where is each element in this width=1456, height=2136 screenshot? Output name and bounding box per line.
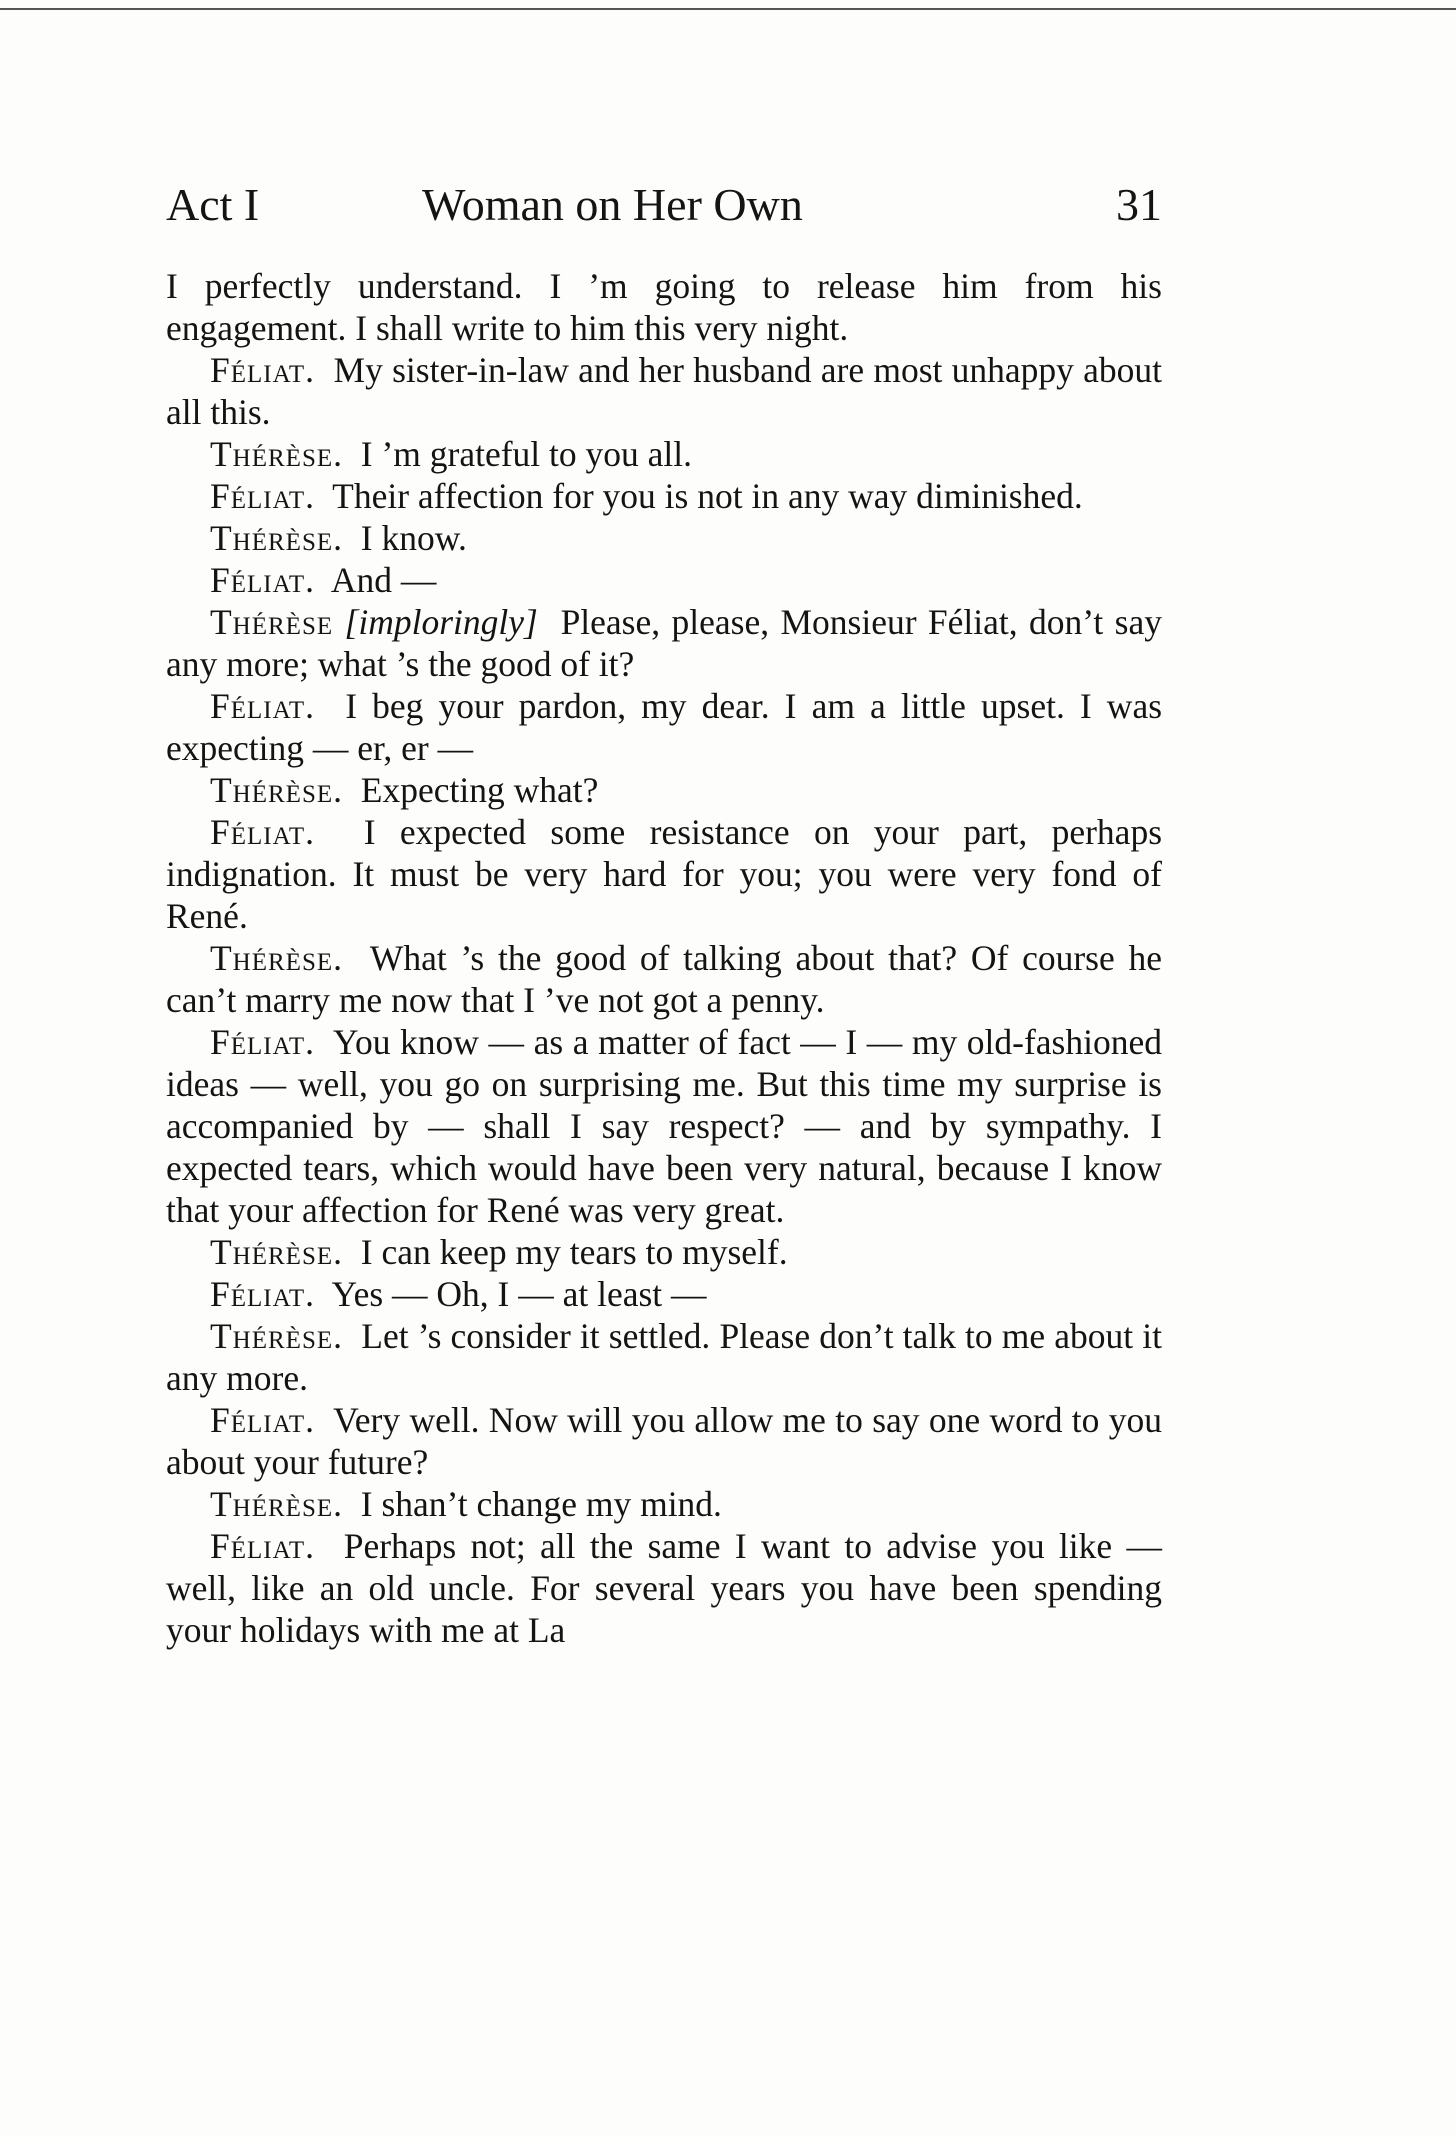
speaker-name: Féliat. [210,476,316,516]
page-number: 31 [1116,179,1162,230]
dialogue-paragraph [166,1399,1162,1483]
dialogue-paragraph [166,559,1162,601]
speech-text: I shan’t change my mind. [360,1484,722,1524]
speech-text: I know. [360,518,467,558]
dialogue-paragraph [166,811,1162,937]
dialogue-paragraph [166,517,1162,559]
speech-text: I beg your pardon, my dear. I am a little upset. I was expecting — er, er — [166,686,1163,768]
speech-text: I ’m grateful to you all. [360,434,693,474]
dialogue-paragraph [166,1525,1162,1651]
speaker-name: Thérèse [210,602,334,642]
speaker-name: Féliat. [210,812,316,852]
dialogue-paragraph [166,475,1162,517]
dialogue-paragraph [166,1273,1162,1315]
speaker-name: Thérèse. [210,518,344,558]
speech-text: I can keep my tears to myself. [360,1232,788,1272]
speaker-name: Féliat. [210,350,316,390]
speaker-name: Thérèse. [210,1316,344,1356]
speaker-name: Féliat. [210,1274,316,1314]
top-edge-rule [0,8,1456,10]
speech-text: Perhaps not; all the same I want to advise you like — well, like an old uncle. For several years you have been spending your holidays with me at La [166,1526,1163,1650]
dialogue-paragraph [166,1483,1162,1525]
speech-text: Let ’s consider it settled. Please don’t talk to me about it any more. [166,1316,1163,1398]
book-title: Woman on Her Own [422,179,803,230]
speech-text: I perfectly understand. I ’m going to release him from his engagement. I shall write to him this very night. [166,266,1162,348]
speech-text: And — [330,560,437,600]
dialogue-paragraph [166,685,1162,769]
speech-text: What ’s the good of talking about that? Of course he can’t marry me now that I ’ve not got a penny. [166,938,1162,1020]
speaker-name: Thérèse. [210,938,344,978]
speech-text: Their affection for you is not in any way diminished. [332,476,1083,516]
speech-text: Yes — Oh, I — at least — [331,1274,707,1314]
speech-text: You know — as a matter of fact — I — my old-fashioned ideas — well, you go on surprising me. But this time my surprise is accompanied by — shall I say respect? — and by sympathy. I expected tears, which would have been very natural, because I know that your affection for René was very great. [166,1022,1162,1230]
speaker-name: Thérèse. [210,1484,344,1524]
dialogue-paragraph [166,1231,1162,1273]
speech-text: Expecting what? [360,770,599,810]
speaker-name: Thérèse. [210,770,344,810]
dialogue-paragraph [166,1021,1162,1231]
dialogue-paragraph [166,1315,1162,1399]
speech-text: Very well. Now will you allow me to say one word to you about your future? [166,1400,1162,1482]
speech-text: My sister-in-law and her husband are most unhappy about all this. [166,350,1162,432]
running-header [166,178,1162,238]
dialogue-paragraph [166,769,1162,811]
speaker-name: Thérèse. [210,434,344,474]
dialogue-paragraph [166,265,1162,349]
speaker-name: Thérèse. [210,1232,344,1272]
speaker-name: Féliat. [210,686,316,726]
speaker-name: Féliat. [210,560,316,600]
dialogue-paragraph [166,349,1162,433]
speech-text: I expected some resistance on your part, perhaps indignation. It must be very hard for you; you were very fond of René. [166,812,1163,936]
speaker-name: Féliat. [210,1400,316,1440]
speech-text: Please, please, Monsieur Féliat, don’t say any more; what ’s the good of it? [166,602,1162,684]
act-label: Act I [166,179,260,230]
speaker-name: Féliat. [210,1022,316,1062]
dialogue-paragraph [166,601,1162,685]
stage-direction: [imploringly] [344,602,538,642]
page-body [166,265,1162,1651]
speaker-name: Féliat. [210,1526,316,1566]
dialogue-paragraph [166,937,1162,1021]
dialogue-paragraph [166,433,1162,475]
